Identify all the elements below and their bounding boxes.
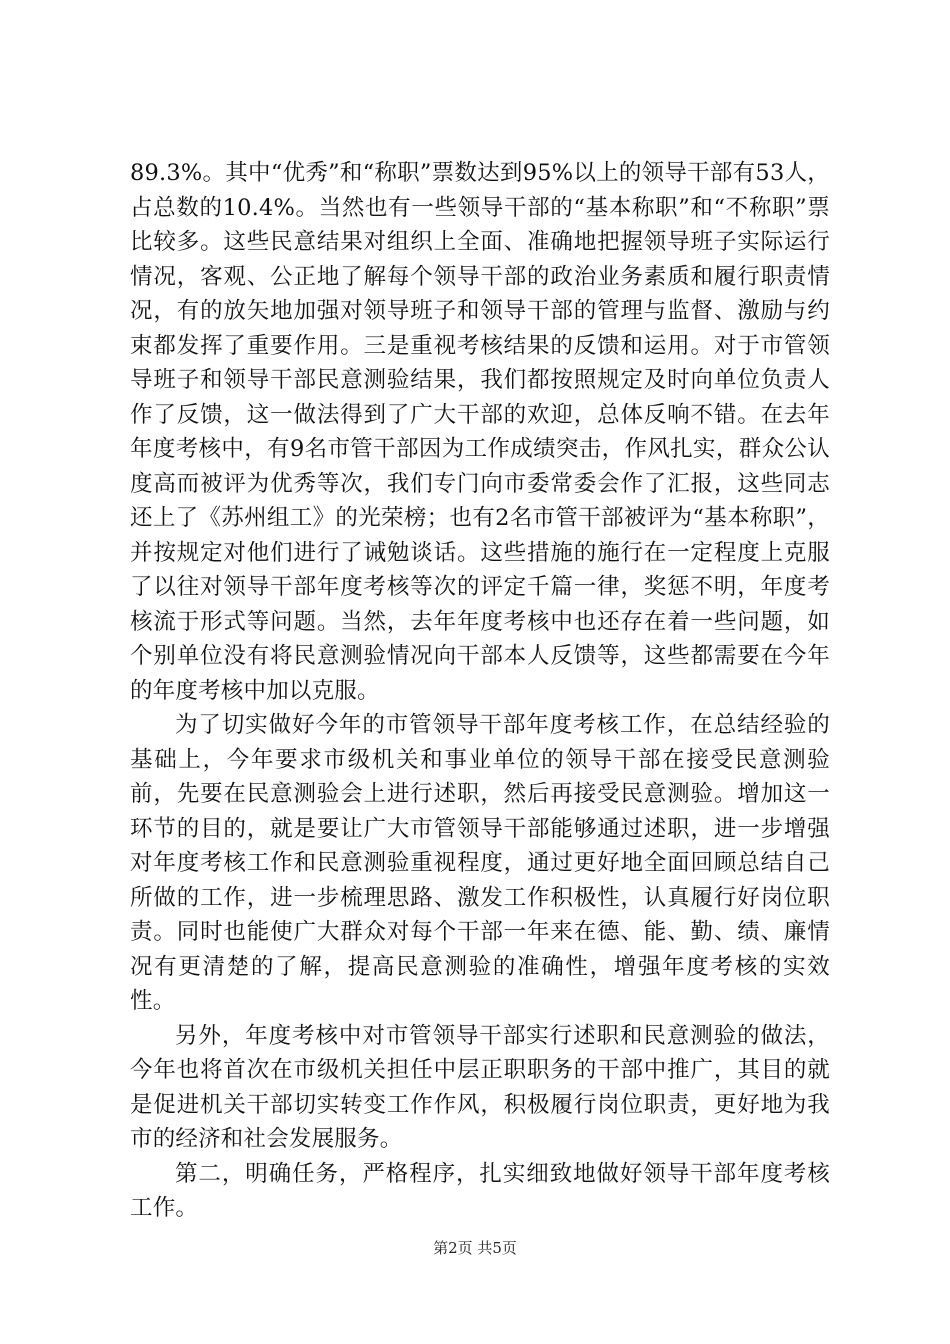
paragraph-2: 为了切实做好今年的市管领导干部年度考核工作，在总结经验的基础上，今年要求市级机关和事业单位的领导干部在接受民意测验前，先要在民意测验会上进行述职，然后再接受民意测验。增加这一环节的目的，就是要让广大市管领导干部能够通过述职，进一步增强对年度考核工作和民意测验重视程度，通过更好地全面回顾总结自己所做的工作，进一步梳理思路、激发工作积极性，认真履行好岗位职责。同时也能使广大群众对每个干部一年来在德、能、勤、绩、廉情况有更清楚的了解，提高民意测验的准确性，增强年度考核的实效性。 xyxy=(130,712,830,1014)
page-number-footer: 第2页 共5页 xyxy=(433,1239,517,1257)
paragraph-1: 89.3%。其中“优秀”和“称职”票数达到95%以上的领导干部有53人，占总数的10.4%。当然也有一些领导干部的“基本称职”和“不称职”票比较多。这些民意结果对组织上全面、准确地把握领导班子实际运行情况，客观、公正地了解每个领导干部的政治业务素质和履行职责情况，有的放矢地加强对领导班子和领导干部的管理与监督、激励与约束都发挥了重要作用。三是重视考核结果的反馈和运用。对于市管领导班子和领导干部民意测验结果，我们都按照规定及时向单位负责人作了反馈，这一做法得到了广大干部的欢迎，总体反响不错。在去年年度考核中，有9名市管干部因为工作成绩突击，作风扎实，群众公认度高而被评为优秀等次，我们专门向市委常委会作了汇报，这些同志还上了《苏州组工》的光荣榜；也有2名市管干部被评为“基本称职”，并按规定对他们进行了诫勉谈话。这些措施的施行在一定程度上克服了以往对领导干部年度考核等次的评定千篇一律，奖惩不明，年度考核流于形式等问题。当然，去年年度考核中也还存在着一些问题，如个别单位没有将民意测验情况向干部本人反馈等，这些都需要在今年的年度考核中加以克服。 xyxy=(130,160,830,704)
document-body xyxy=(130,156,830,1226)
paragraph-4: 第二，明确任务，严格程序，扎实细致地做好领导干部年度考核工作。 xyxy=(130,1160,830,1221)
paragraph-3: 另外，年度考核中对市管领导干部实行述职和民意测验的做法，今年也将首次在市级机关担任中层正职职务的干部中推广，其目的就是促进机关干部切实转变工作作风，积极履行岗位职责，更好地为我市的经济和社会发展服务。 xyxy=(130,1022,830,1152)
